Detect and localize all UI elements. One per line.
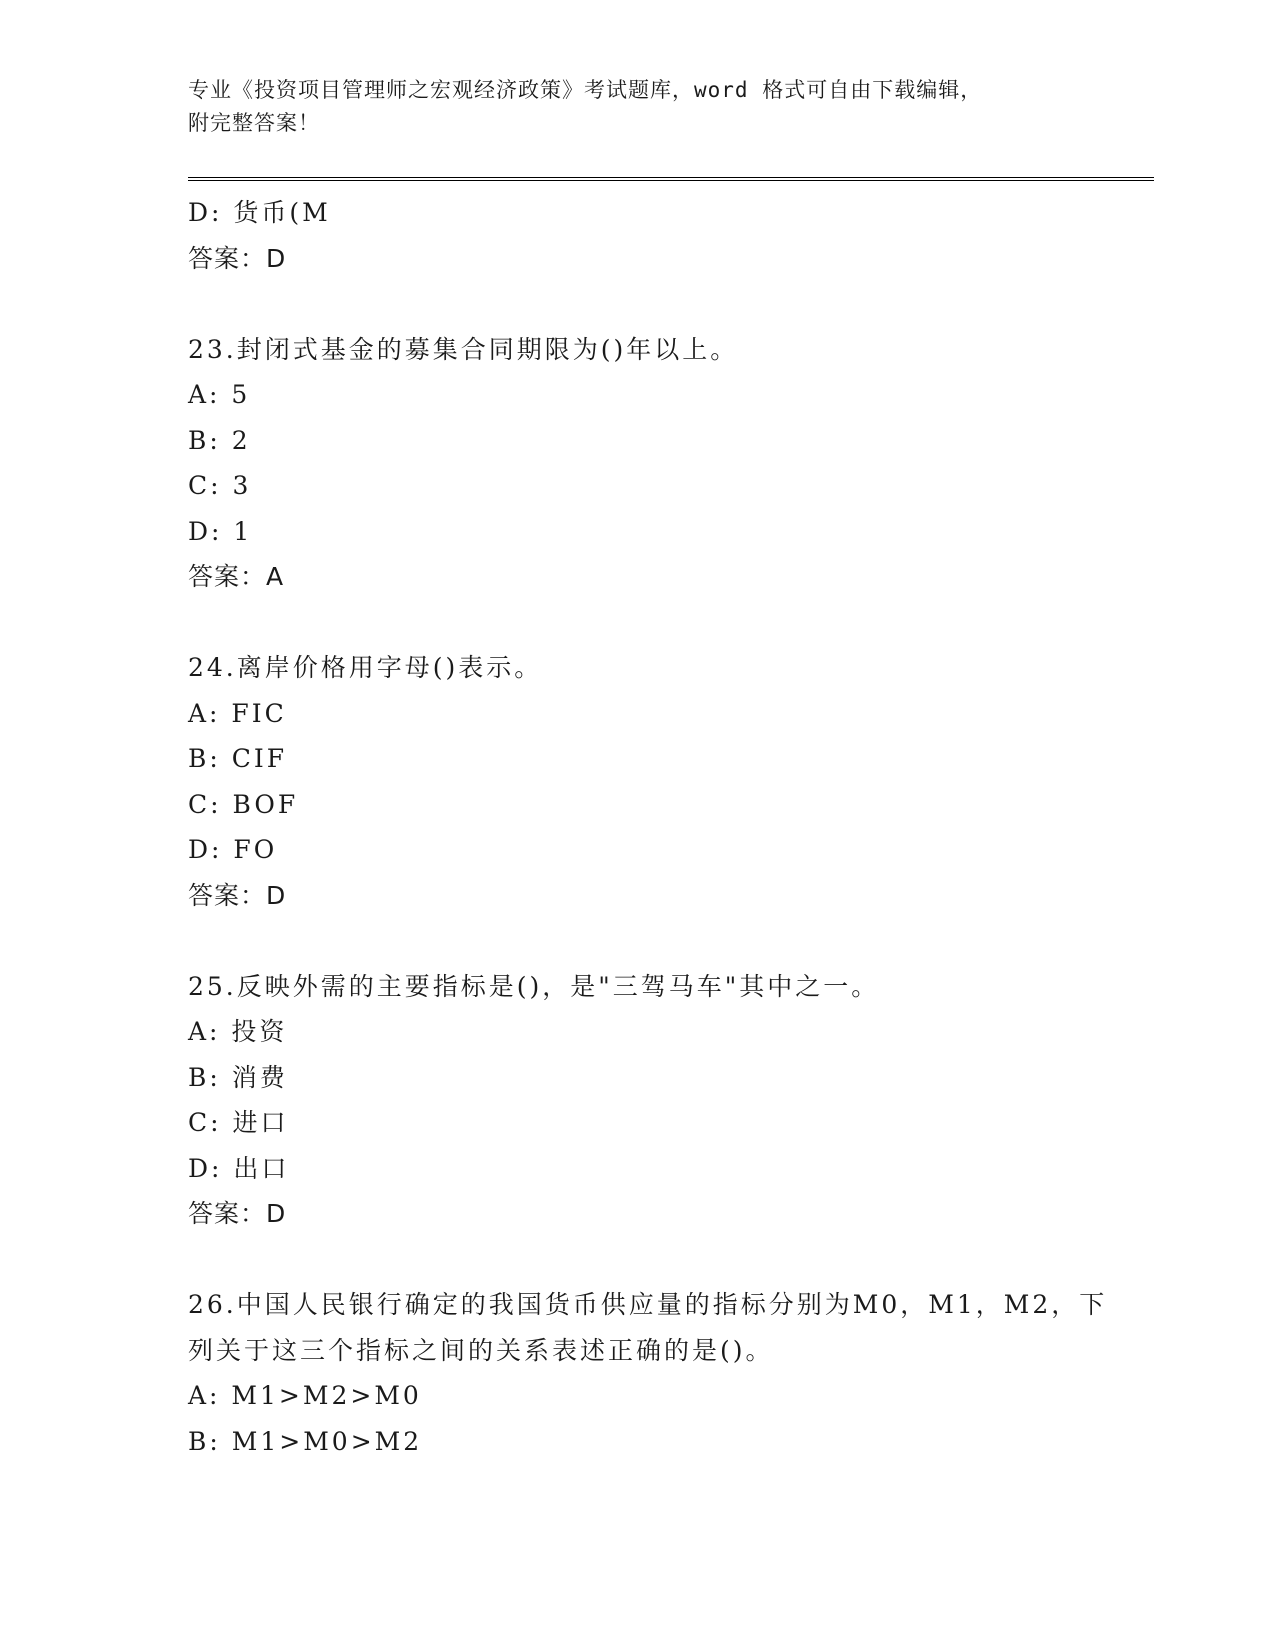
option-c: C: BOF	[188, 789, 299, 819]
option-d: D: 出口	[188, 1153, 290, 1183]
option-a: A: M1>M2>M0	[188, 1381, 422, 1410]
spacer	[188, 918, 1154, 964]
question-list	[188, 190, 1154, 1464]
option-c: C: 进口	[188, 1108, 289, 1137]
option-d: D: 货币(M	[188, 198, 331, 227]
header-divider	[188, 177, 1154, 181]
answer: 答案：D	[188, 243, 287, 273]
question-stem-line-2: 列关于这三个指标之间的关系表述正确的是()。	[188, 1335, 774, 1365]
option-b: B: CIF	[188, 744, 288, 773]
header-line-1: 专业《投资项目管理师之宏观经济政策》考试题库，word 格式可自由下载编辑，	[188, 78, 983, 102]
option-d: D: 1	[188, 516, 253, 546]
question-stem: 23.封闭式基金的募集合同期限为()年以上。	[188, 334, 739, 364]
option-b: B: 消费	[188, 1062, 288, 1092]
option-c: C: 3	[188, 471, 252, 500]
option-a: A: 投资	[188, 1017, 288, 1046]
option-b: B: M1>M0>M2	[188, 1426, 423, 1456]
question-stem: 25.反映外需的主要指标是()，是"三驾马车"其中之一。	[188, 971, 880, 1001]
option-a: A: FIC	[188, 698, 287, 728]
option-a: A: 5	[188, 380, 251, 409]
page-header	[188, 74, 1088, 140]
header-line-2: 附完整答案！	[188, 111, 320, 135]
question-stem: 24.离岸价格用字母()表示。	[188, 653, 543, 682]
answer: 答案：A	[188, 562, 285, 591]
spacer	[188, 600, 1154, 646]
option-d: D: FO	[188, 835, 278, 864]
answer: 答案：D	[188, 880, 287, 910]
spacer	[188, 281, 1154, 327]
spacer	[188, 1237, 1154, 1283]
option-b: B: 2	[188, 425, 251, 455]
answer: 答案：D	[188, 1199, 287, 1228]
question-stem-line-1: 26.中国人民银行确定的我国货币供应量的指标分别为M0，M1，M2，下	[188, 1290, 1108, 1319]
